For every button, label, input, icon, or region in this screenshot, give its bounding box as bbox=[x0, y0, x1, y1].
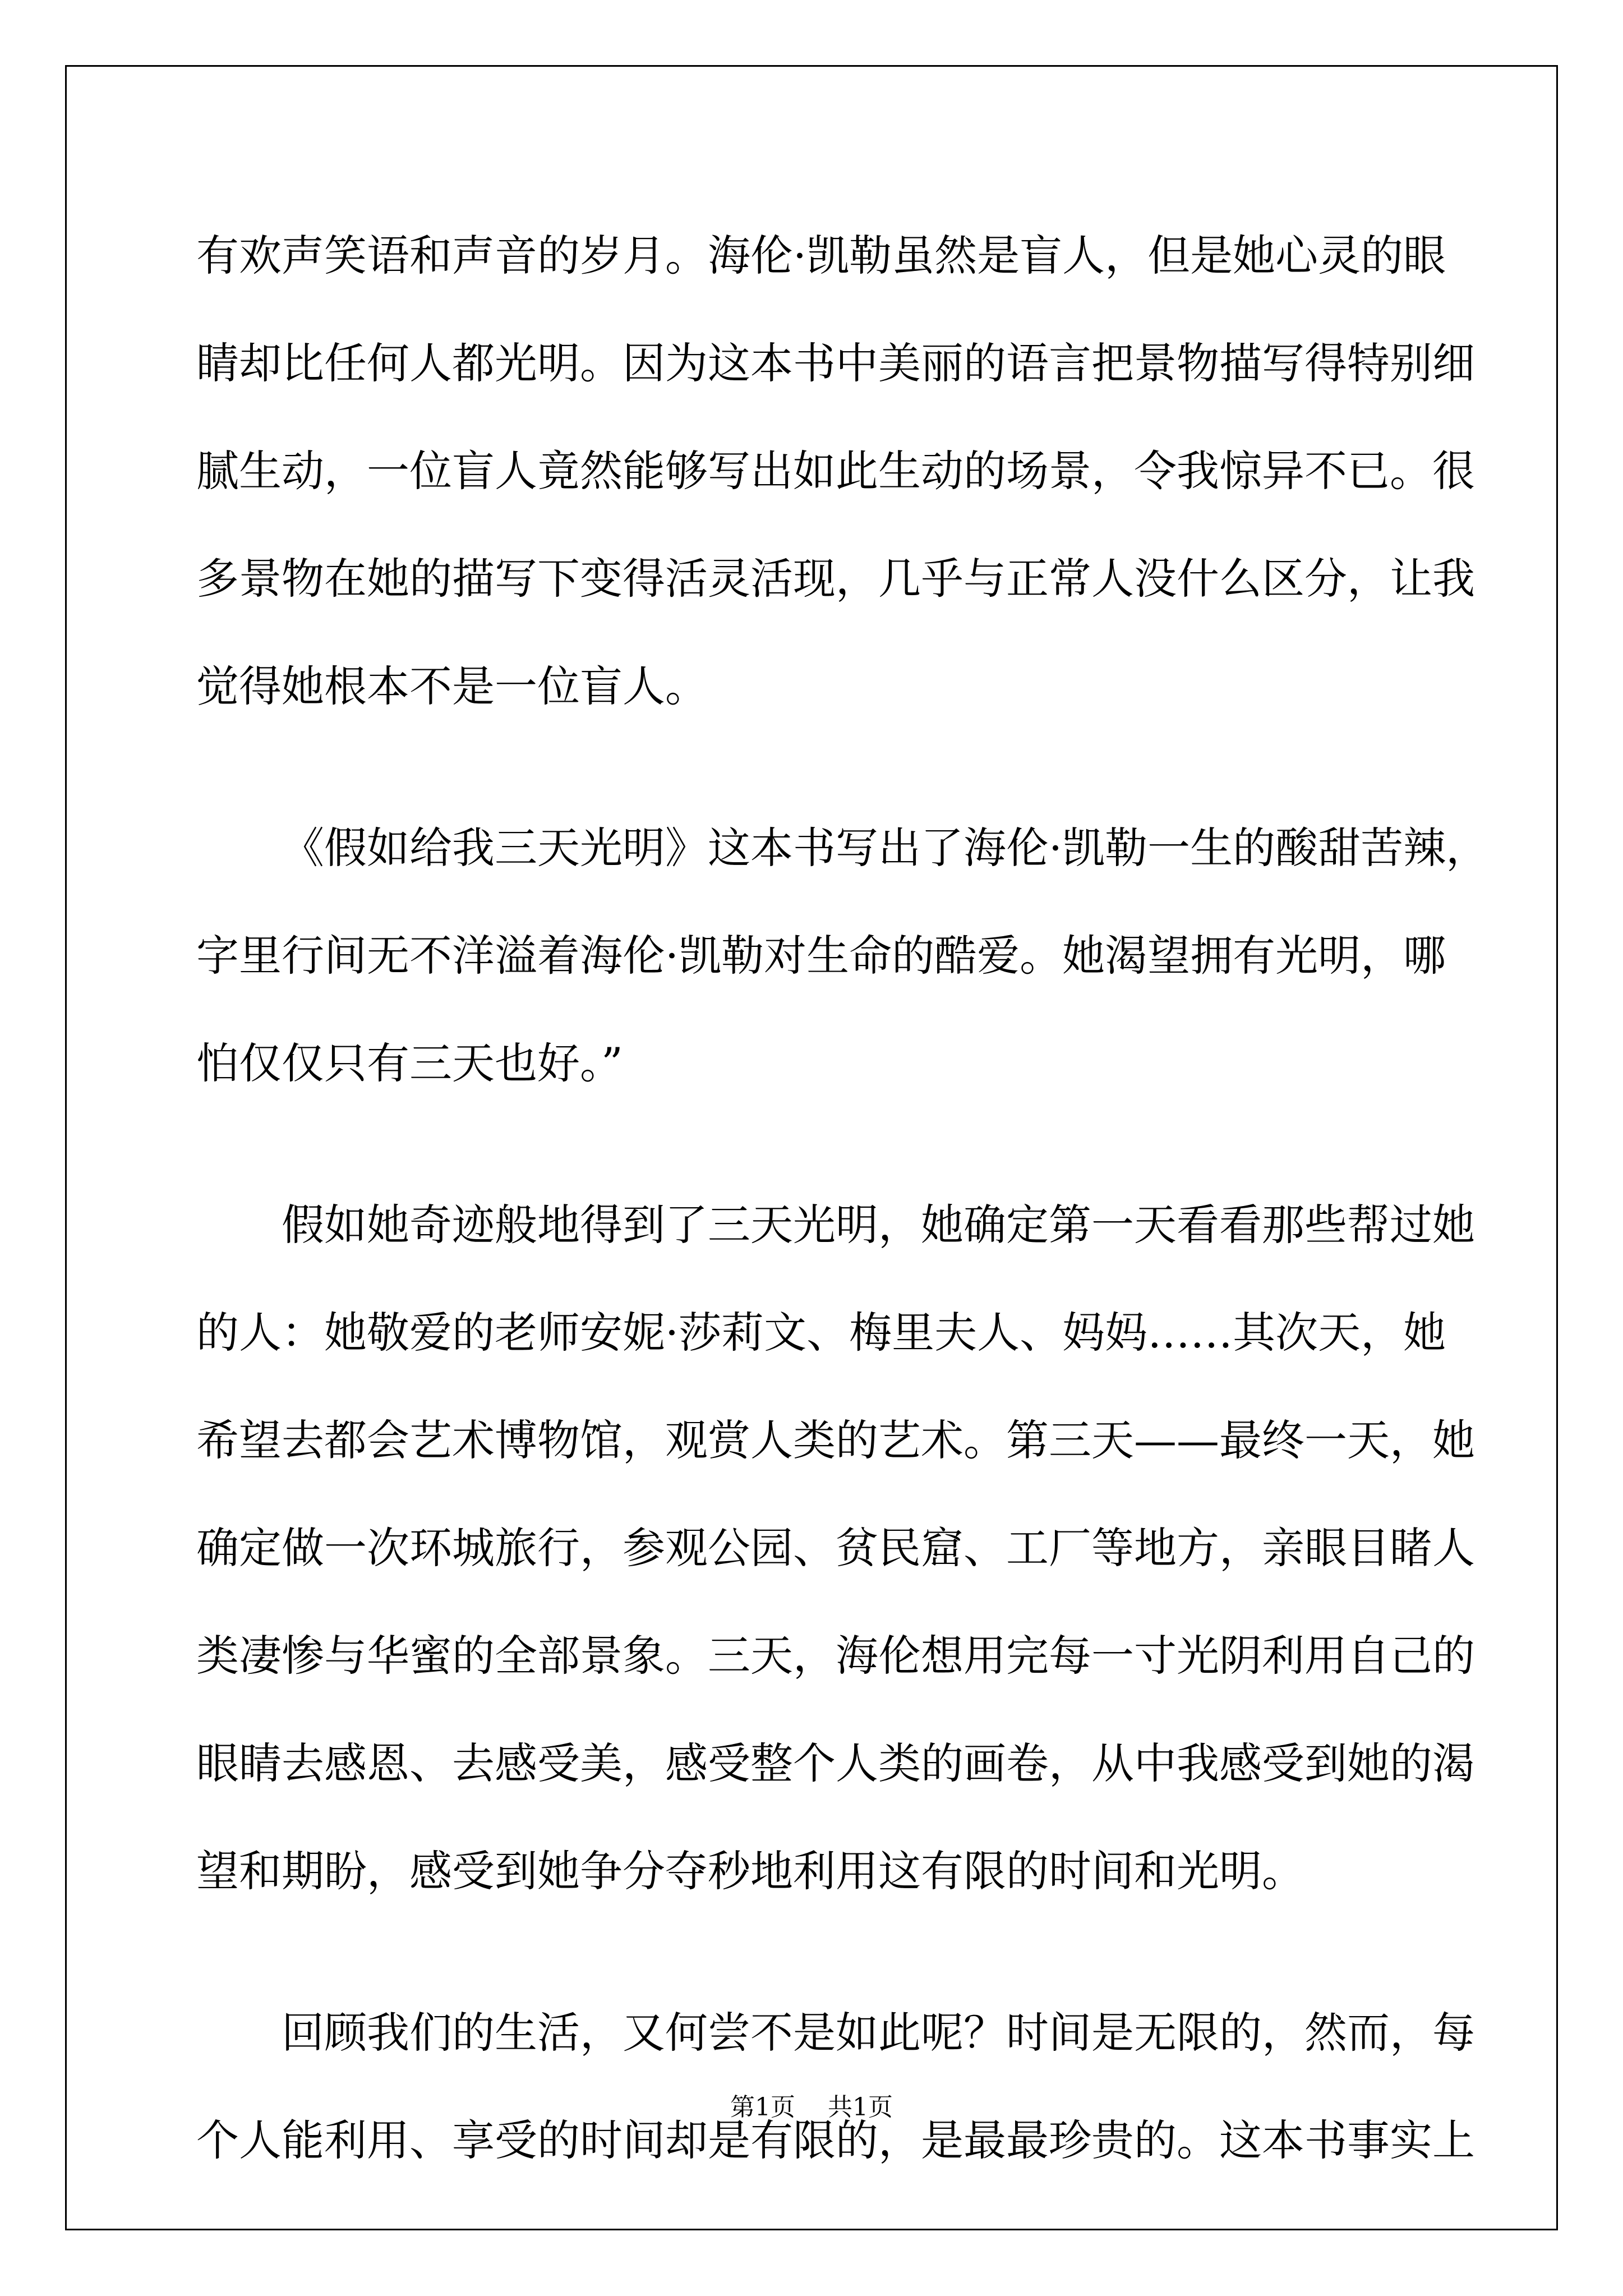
paragraph bbox=[196, 1171, 1475, 1925]
text-line: 类凄惨与华蜜的全部景象。三天，海伦想用完每一寸光阴利用自己的 bbox=[196, 1631, 1475, 1681]
text-line: 有欢声笑语和声音的岁月。海伦·凯勒虽然是盲人，但是她心灵的眼 bbox=[196, 231, 1446, 280]
document-body bbox=[196, 202, 1489, 2194]
text-line: 个人能利用、享受的时间却是有限的，是最最珍贵的。这本书事实上 bbox=[196, 2115, 1475, 2165]
text-line: 回顾我们的生活，又何尝不是如此呢？时间是无限的，然而，每 bbox=[282, 2008, 1475, 2058]
paragraph bbox=[196, 794, 1489, 1117]
text-line: 希望去都会艺术博物馆，观赏人类的艺术。第三天——最终一天，她 bbox=[196, 1415, 1475, 1465]
paragraph-spacer bbox=[196, 1117, 1430, 1171]
paragraph bbox=[196, 202, 1475, 740]
text-line: 多景物在她的描写下变得活灵活现，几乎与正常人没什么区分，让我 bbox=[196, 554, 1475, 604]
text-line: 字里行间无不洋溢着海伦·凯勒对生命的酷爱。她渴望拥有光明，哪 bbox=[196, 931, 1446, 981]
text-line: 腻生动，一位盲人竟然能够写出如此生动的场景，令我惊异不已。很 bbox=[196, 446, 1475, 496]
page-number: 第1页 bbox=[730, 2093, 795, 2122]
page-footer bbox=[0, 2087, 1623, 2123]
text-line: 的人：她敬爱的老师安妮·莎莉文、梅里夫人、妈妈……其次天，她 bbox=[196, 1308, 1446, 1358]
paragraph-spacer bbox=[196, 1925, 1430, 1979]
text-line: 怕仅仅只有三天也好。” bbox=[196, 1038, 623, 1088]
text-line: 确定做一次环城旅行，参观公园、贫民窟、工厂等地方，亲眼目睹人 bbox=[196, 1523, 1475, 1573]
paragraph-spacer bbox=[196, 740, 1430, 794]
text-line: 睛却比任何人都光明。因为这本书中美丽的语言把景物描写得特别细 bbox=[196, 338, 1475, 388]
text-line: 假如她奇迹般地得到了三天光明，她确定第一天看看那些帮过她 bbox=[282, 1200, 1475, 1250]
text-line: 望和期盼，感受到她争分夺秒地利用这有限的时间和光明。 bbox=[196, 1846, 1304, 1896]
page-total: 共1页 bbox=[828, 2093, 893, 2122]
text-line: 觉得她根本不是一位盲人。 bbox=[196, 661, 708, 711]
text-line: 眼睛去感恩、去感受美，感受整个人类的画卷，从中我感受到她的渴 bbox=[196, 1738, 1475, 1788]
text-line: 《假如给我三天光明》这本书写出了海伦·凯勒一生的酸甜苦辣， bbox=[282, 823, 1489, 873]
